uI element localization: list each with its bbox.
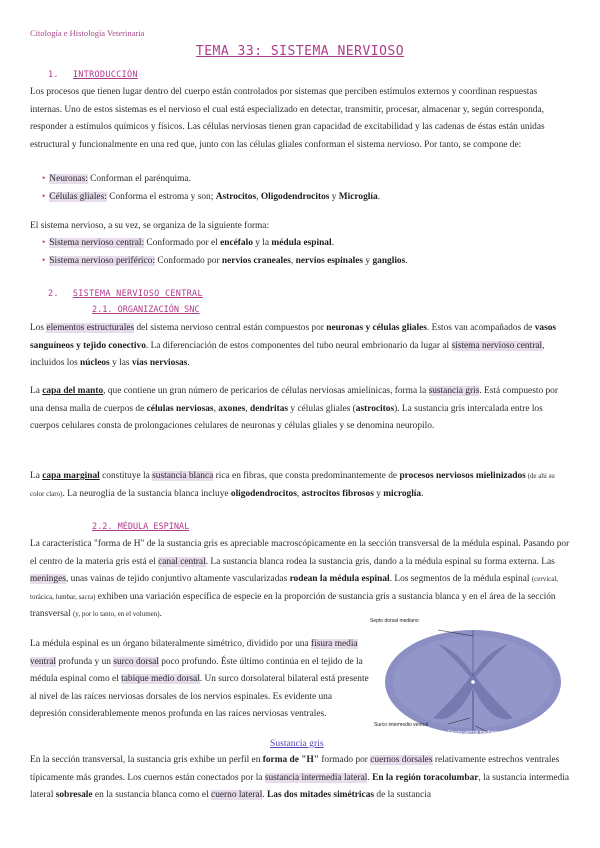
subsection-heading-medula: 2.2. MÉDULA ESPINAL xyxy=(92,522,190,532)
section-number: 1. xyxy=(48,70,59,80)
snc-paragraph-3: La capa marginal constituye la sustancia blanca rica en fibras, que consta predominantemente de procesos nerviosos mielinizados (de ahí su color claro). La neuroglía de la sustancia blanca incluye oligodendrocitos, astrocitos fibrosos y microglía. xyxy=(30,471,555,499)
figure-label-ventral-sulcus: Surco intermedio ventral xyxy=(374,722,429,728)
medula-paragraph-3: En la sección transversal, la sustancia gris exhibe un perfil en forma de "H" formado por cuernos dorsales relativamente estrechos ventrales típicamente más grandes. Los cuernos están conectados por la sustancia intermedia lateral. En la región toracolumbar, la sustancia intermedia lateral sobresale en la sustancia blanca como el cuerno lateral. Las dos mitades simétricas de la sustancia xyxy=(30,755,570,800)
page-title: TEMA 33: SISTEMA NERVIOSO xyxy=(195,44,405,59)
list-item: • Neuronas: Conforman el parénquima. xyxy=(42,171,380,189)
intro-bullet-list xyxy=(42,171,380,206)
page-header: Citología e Histología Veterinaria xyxy=(30,28,145,38)
list-item: • Sistema nervioso central: Conformado por el encéfalo y la médula espinal. xyxy=(42,235,408,253)
figure-caption: Sustancia gris xyxy=(270,738,324,749)
intro-paragraph: Los procesos que tienen lugar dentro del cuerpo están controlados por sistemas que perciben estímulos externos y coordinan respuestas internas. Uno de estos sistemas es el nervioso el cual está especializado en detectar, transmitir, procesar, almacenar y, según corresponda, responder a estímulos químicos y físicos. Las células nerviosas tienen gran capacidad de excitabilidad y las cadenas de éstas están unidas estructural y funcionalmente en una red que, junto con las células gliales conforman el sistema nervioso. Por tanto, se compone de: xyxy=(30,87,545,150)
figure-label-dorsal-septum: Septo dorsal mediano xyxy=(370,618,419,624)
organization-paragraph: El sistema nervioso, a su vez, se organiza de la siguiente forma: xyxy=(30,221,270,231)
section-title: INTRODUCCIÓN xyxy=(72,70,138,80)
snc-paragraph-1: Los elementos estructurales del sistema nervioso central están compuestos por neuronas y células gliales. Estos van acompañados de vasos sanguíneos y tejido conectivo. La diferenciación de estos componentes del tubo neural embrionario da lugar al sistema nervioso central, incluidos los núcleos y las vías nerviosas. xyxy=(30,323,557,368)
spinal-cord-illustration xyxy=(378,622,568,738)
snc-paragraph-2: La capa del manto, que contiene un gran número de pericarios de células nerviosas amielínicas, forma la sustancia gris. Está compuesto por una densa malla de cuerpos de células nerviosas, axones, dendritas y células gliales (astrocitos). La sustancia gris intercalada entre los cuerpos celulares consta de prolongaciones celulares de neuronas y células gliales y se denomina neuropilo. xyxy=(30,386,558,431)
figure-label-ventral-fissure: Fisura ventral mediana xyxy=(448,730,499,736)
medula-paragraph-1: La característica "forma de H" de la sustancia gris es apreciable macroscópicamente en la sección transversal de la médula espinal. Pasando por el centro de la materia gris está el canal central. La sustancia blanca rodea la sustancia gris, dando a la médula espinal su forma externa. Las meninges, unas vainas de tejido conjuntivo altamente vascularizadas rodean la médula espinal. Los segmentos de la médula espinal (cervical, torácica, lumbar, sacra) exhiben una variación específica de especie en la proporción de sustancia gris a sustancia blanca y en el área de la sección transversal (y, por lo tanto, en el volumen). xyxy=(30,539,570,619)
section-heading-intro xyxy=(48,70,138,80)
list-item: • Células gliales: Conforma el estroma y son; Astrocitos, Oligodendrocitos y Microglía. xyxy=(42,189,380,207)
spinal-cord-section-image xyxy=(370,618,568,738)
medula-paragraph-2: La médula espinal es un órgano bilateralmente simétrico, dividido por una fisura media ventral profunda y un surco dorsal poco profundo. Éste último continúa en el tejido de la médula espinal como el tabique medio dorsal. Un surco dorsolateral bilateral está presente al nivel de las raíces nerviosas dorsales de los nervios espinales. Es evidente una depresión considerablemente menos profunda en las raíces nerviosas ventrales. xyxy=(30,639,369,719)
central-canal-shape xyxy=(471,680,475,684)
organization-bullet-list xyxy=(42,235,408,270)
section-heading-snc: 2. SISTEMA NERVIOSO CENTRAL xyxy=(48,289,203,299)
list-item: • Sistema nervioso periférico: Conformado por nervios craneales, nervios espinales y ganglios. xyxy=(42,253,408,271)
subsection-heading-organizacion: 2.1. ORGANIZACIÓN SNC xyxy=(92,305,200,315)
